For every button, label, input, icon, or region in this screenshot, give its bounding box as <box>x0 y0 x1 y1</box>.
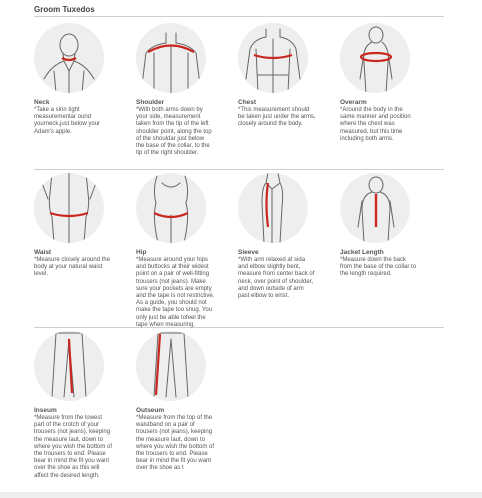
measure-description: *Measure around your hips and buttocks at their widest point on a pair of well-fitting trousers (not jeans). Make sure your pockets are empty and the tape is not restrictive. As a guide, you should not make the tape too snug. You only just be able tofeel the tape when measuring. <box>136 257 215 328</box>
measure-label: Chest <box>238 99 257 106</box>
row-divider <box>34 327 444 328</box>
measure-label: Overarm <box>340 99 367 106</box>
measure-description: *Measure from the lowest part of the crotch of your trousers (not jeans), keeping the measure laut, down to where you wish the bottom of the trousers to end. Please bear in mind the fit you want over the shoe as this will affect the desired length. <box>34 415 113 479</box>
page-footer-strip <box>0 492 482 498</box>
measure-label: Neck <box>34 99 50 106</box>
header-divider <box>34 16 444 17</box>
page-title: Groom Tuxedos <box>34 5 95 14</box>
measure-description: *Measure from the top of the waistband on a pair of trousers (not jeans), keeping the measure laut, down to where you wish the bottom of the trousers to end. Please bear in mind the fit you want over the shoe as t <box>136 415 215 472</box>
measure-description: *This measurement should be taken just under the arms, closely around the body. <box>238 107 316 128</box>
measure-description: *Measure down the back from the base of the collar to the length required. <box>340 257 417 278</box>
jacket-length-measurement-icon <box>340 173 410 243</box>
measure-label: Waist <box>34 249 52 256</box>
measure-label: Sleeve <box>238 249 259 256</box>
overarm-measurement-icon <box>340 23 410 93</box>
measure-label: Shoulder <box>136 99 165 106</box>
measure-description: *With arm relaxed at sida and elbow slightly bent, measure from center back of neck, over point of shoulder, and down outside of arm past elbow to wrist. <box>238 257 315 300</box>
measure-label: Jacket Length <box>340 249 384 256</box>
shoulder-measurement-icon <box>136 23 206 93</box>
measure-label: Inseum <box>34 407 57 414</box>
measure-description: *Take a sirin tight measurementar ound yourneck,just below your Adam's apple. <box>34 107 101 135</box>
sleeve-measurement-icon <box>238 173 308 243</box>
waist-measurement-icon <box>34 173 104 243</box>
measure-description: *With both arms down by your side, measurement taken from the tip of the left shoulder point, along the top of the shouldar just below the base of the collar, to the tip of the right shoulder. <box>136 107 212 157</box>
outseam-measurement-icon <box>136 331 206 401</box>
row-divider <box>34 169 444 170</box>
chest-measurement-icon <box>238 23 308 93</box>
inseam-measurement-icon <box>34 331 104 401</box>
measure-label: Outseum <box>136 407 165 414</box>
hip-measurement-icon <box>136 173 206 243</box>
measure-description: *Around the body in the same manner and position where the chest was measured, but this time including both arms. <box>340 107 411 142</box>
measure-description: *Measure closely around the body at your natural waist level. <box>34 257 111 278</box>
measure-label: Hip <box>136 249 147 256</box>
neck-measurement-icon <box>34 23 104 93</box>
